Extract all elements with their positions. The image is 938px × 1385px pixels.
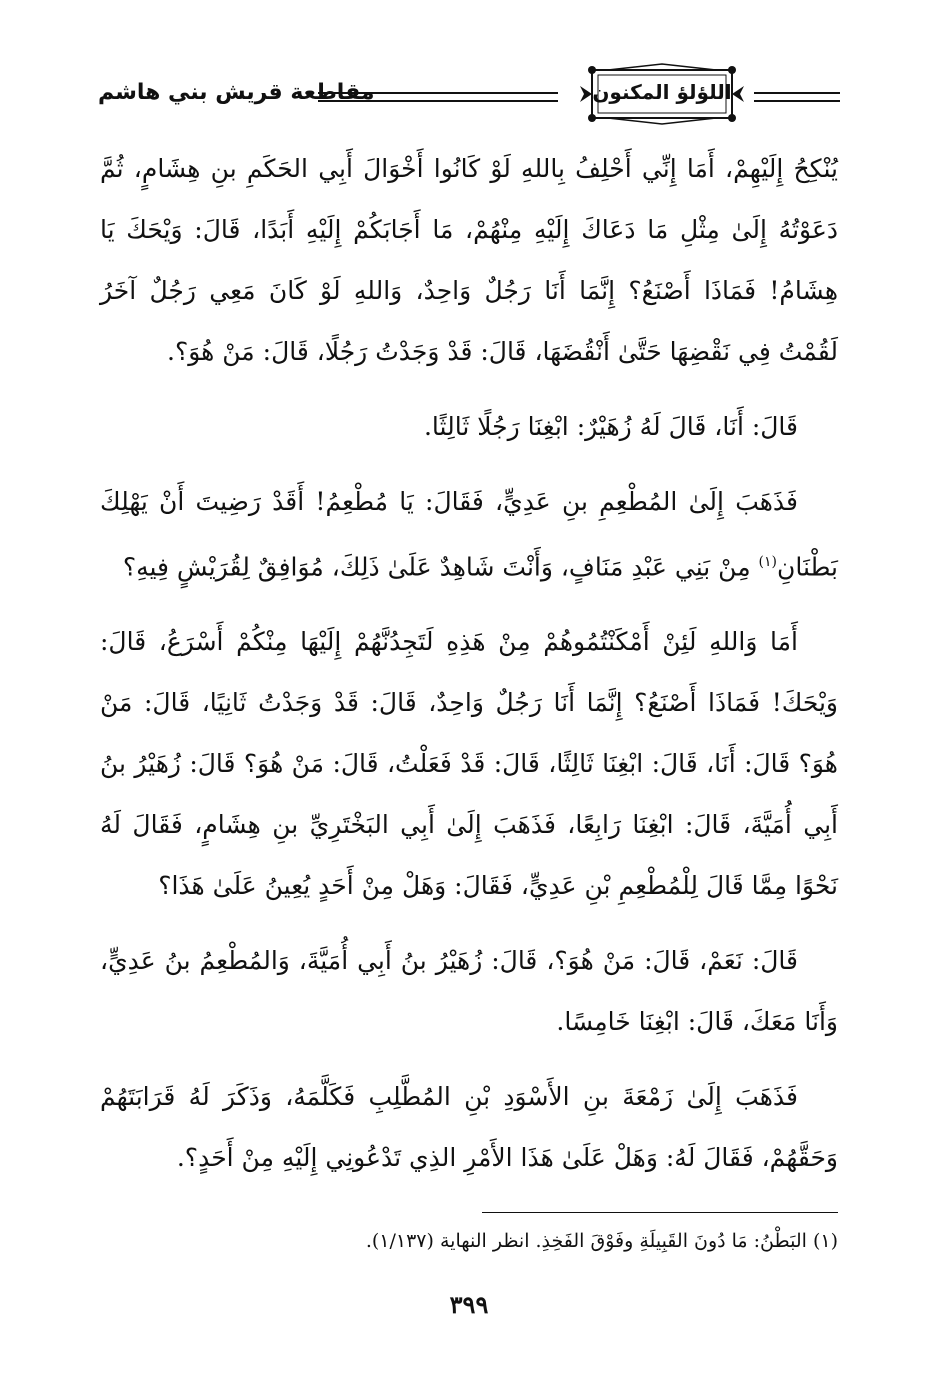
paragraph-5: قَالَ: نَعَمْ، قَالَ: مَنْ هُوَ؟، قَالَ: زُهَيْرُ بنُ أَبِي أُمَيَّةَ، وَالمُطْعِمُ بنُ عَدِيٍّ، وَأَنَا مَعَكَ، قَالَ: ابْغِنَا خَامِسًا. xyxy=(100,946,838,1037)
paragraph-1: يُنْكِحُ إِلَيْهِمْ، أَمَا إِنِّي أَحْلِفُ بِاللهِ لَوْ كَانُوا أَخْوَالَ أَبِي الحَكَمِ بنِ هِشَامٍ، ثُمَّ دَعَوْتُهُ إِلَىٰ مِثْلِ مَا دَعَاكَ إِلَيْهِ مِنْهُمْ، مَا أَجَابَكُمْ إِلَيْهِ أَبَدًا، قَالَ: وَيْحَكَ يَا هِشَامُ! فَمَاذَا أَصْنَعُ؟ إِنَّمَا أَنَا رَجُلٌ وَاحِدٌ، وَاللهِ لَوْ كَانَ مَعِي رَجُلٌ آخَرُ لَقُمْتُ فِي نَقْضِهَا حَتَّىٰ أَنْقُضَهَا، قَالَ: قَدْ وَجَدْتُ رَجُلًا، قَالَ: مَنْ هُوَ؟. xyxy=(100,154,838,366)
paragraph-6: فَذَهَبَ إِلَىٰ زَمْعَةَ بنِ الأَسْوَدِ بْنِ المُطَّلِبِ فَكَلَّمَهُ، وَذَكَرَ لَهُ قَرَابَتَهُمْ وَحَقَّهُمْ، فَقَالَ لَهُ: وَهَلْ عَلَىٰ هَذَا الأَمْرِ الذِي تَدْعُونِي إِلَيْهِ مِنْ أَحَدٍ؟. xyxy=(100,1082,838,1173)
chapter-title: مقاطعة قريش بني هاشم xyxy=(98,80,375,105)
header-rule-right xyxy=(754,92,840,102)
main-text xyxy=(100,138,838,1202)
paragraph-4: أَمَا وَاللهِ لَئِنْ أَمْكَنْتُمُوهُمْ مِنْ هَذِهِ لَتَجِدُنَّهُمْ إِلَيْهَا مِنْكُمْ أَسْرَعُ، قَالَ: وَيْحَكَ! فَمَاذَا أَصْنَعُ؟ إِنَّمَا أَنَا رَجُلٌ وَاحِدٌ، قَالَ: قَدْ وَجَدْتُ ثَانِيًا، قَالَ: مَنْ هُوَ؟ قَالَ: أَنَا، قَالَ: ابْغِنَا ثَالِثًا، قَالَ: قَدْ فَعَلْتُ، قَالَ: مَنْ هُوَ؟ قَالَ: زُهَيْرُ بنُ أَبِي أُمَيَّةَ، قَالَ: ابْغِنَا رَابِعًا، فَذَهَبَ إِلَىٰ أَبِي البَخْتَرِيِّ بنِ هِشَامٍ، فَقَالَ لَهُ نَحْوًا مِمَّا قَالَ لِلْمُطْعِمِ بْنِ عَدِيٍّ، فَقَالَ: وَهَلْ مِنْ أَحَدٍ يُعِينُ عَلَىٰ هَذَا؟ xyxy=(100,627,838,901)
paragraph-3-word: بَطْنَانِ xyxy=(777,552,838,582)
paragraph-2: قَالَ: أَنَا، قَالَ لَهُ زُهَيْرٌ: ابْغِنَا رَجُلًا ثَالِثًا. xyxy=(423,412,798,441)
running-header xyxy=(98,60,840,130)
footnote-marker[interactable]: (١) xyxy=(758,554,777,570)
footnote-separator xyxy=(482,1212,838,1213)
footnote: (١) البَطْنُ: مَا دُونَ القَبِيلَةِ وفَوْقَ الفَخِذِ. انظر النهاية (١/١٣٧). xyxy=(365,1230,838,1252)
paragraph-3-start: فَذَهَبَ إِلَىٰ المُطْعِمِ بنِ عَدِيٍّ، فَقَالَ: يَا مُطْعِمُ! أَقَدْ رَضِيتَ أَنْ يَهْلِكَ xyxy=(100,487,798,516)
book-title-cartouche xyxy=(578,62,746,126)
page-number: ٣٩٩ xyxy=(449,1290,489,1319)
paragraph-3 xyxy=(100,471,838,597)
book-title: اللؤلؤ المكنون xyxy=(592,80,732,104)
paragraph-3-end: مِنْ بَنِي عَبْدِ مَنَافٍ، وَأَنْتَ شَاهِدٌ عَلَىٰ ذَلِكَ، مُوَافِقٌ لِقُرَيْشٍ فِيهِ؟ xyxy=(122,552,759,582)
